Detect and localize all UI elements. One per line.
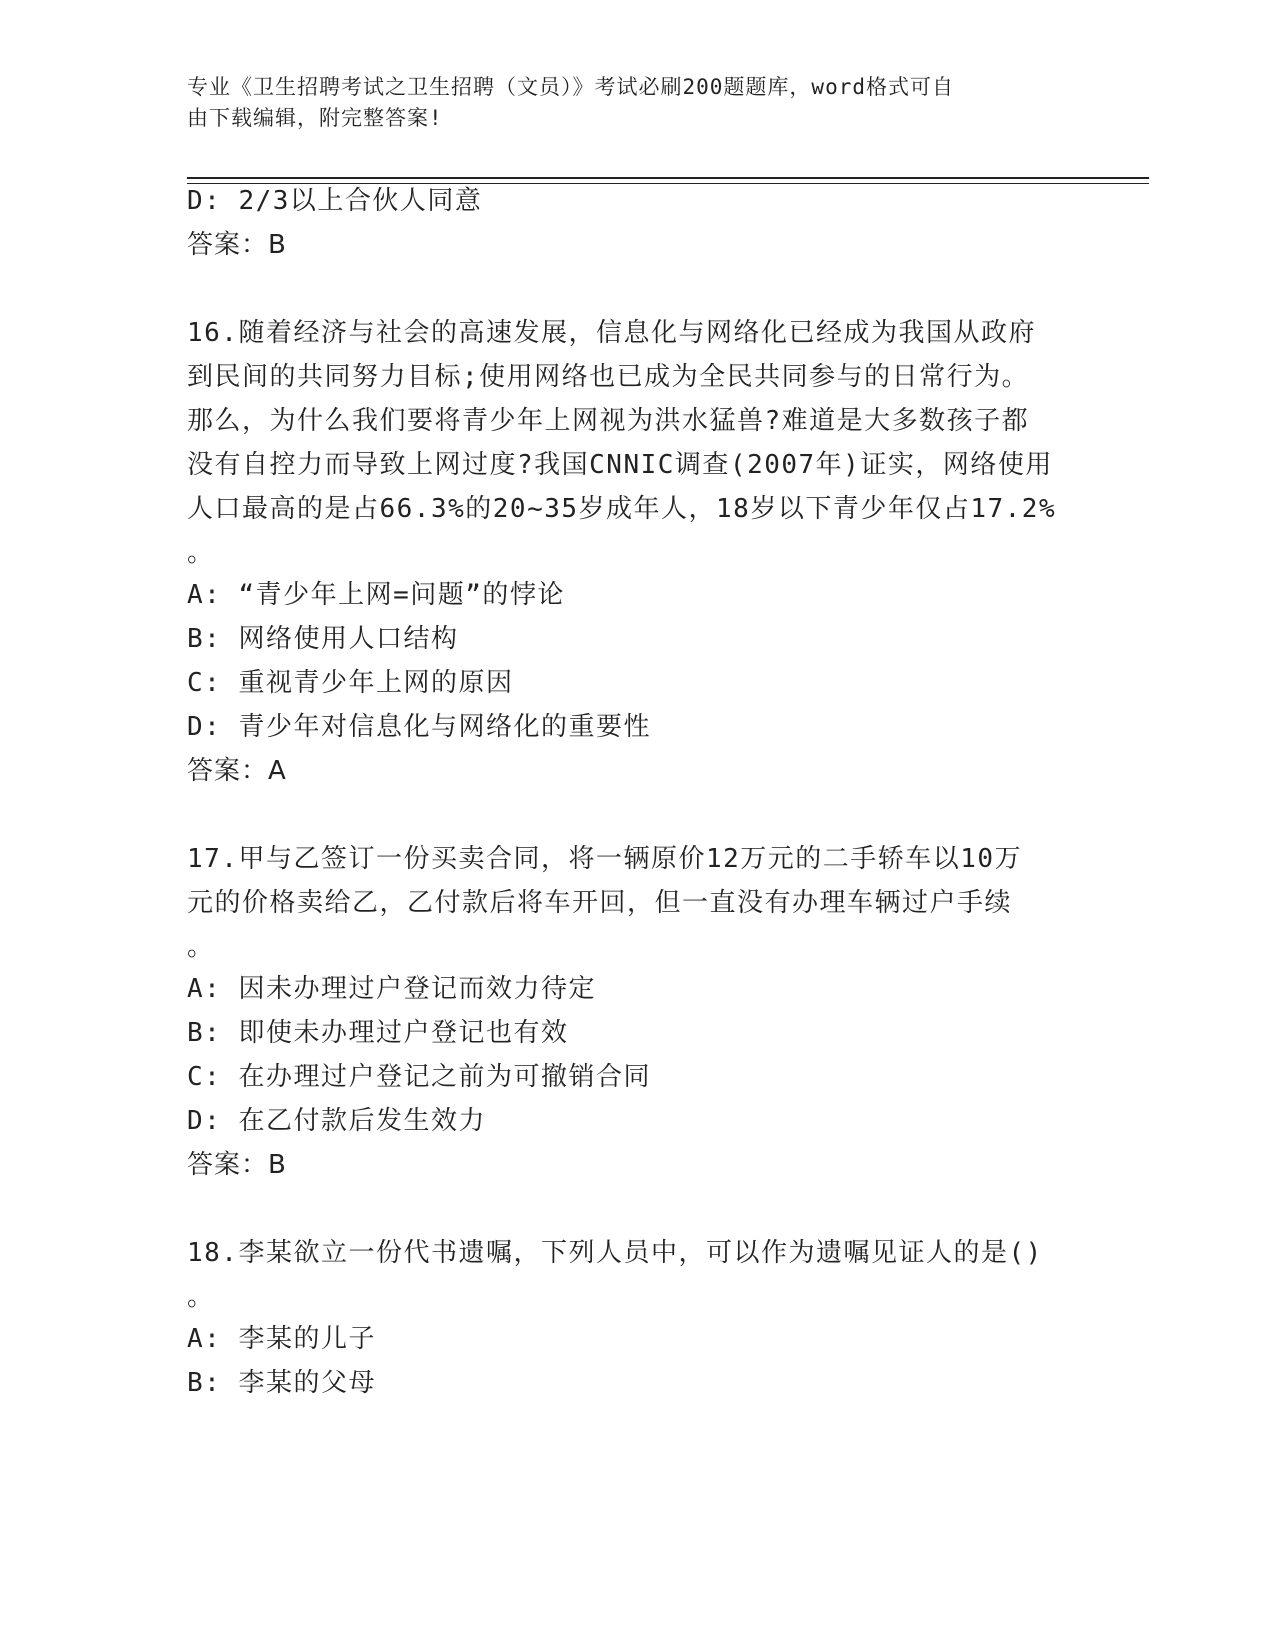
question-16-stem-line: 。: [187, 538, 215, 568]
question-18-stem-line: 。: [187, 1282, 215, 1312]
question-17-stem-line: 。: [187, 932, 215, 962]
question-16-option-b: B: 网络使用人口结构: [187, 624, 459, 654]
question-16-stem-line: 人口最高的是占66.3%的20~35岁成年人，18岁以下青少年仅占17.2%: [187, 494, 1057, 524]
question-16-answer: 答案：A: [187, 756, 287, 786]
option-d: D: 2/3以上合伙人同意: [187, 186, 483, 216]
question-17-option-b: B: 即使未办理过户登记也有效: [187, 1018, 569, 1048]
header-divider-thick: [187, 177, 1149, 179]
question-17-answer: 答案：B: [187, 1150, 287, 1180]
question-18-option-a: A: 李某的儿子: [187, 1324, 376, 1354]
question-16-stem-line: 那么，为什么我们要将青少年上网视为洪水猛兽?难道是大多数孩子都: [187, 406, 1030, 436]
question-16-stem-line: 没有自控力而导致上网过度?我国CNNIC调查(2007年)证实，网络使用: [187, 450, 1053, 480]
question-16-stem-line: 到民间的共同努力目标;使用网络也已成为全民共同参与的日常行为。: [187, 362, 1030, 392]
question-17-option-d: D: 在乙付款后发生效力: [187, 1106, 486, 1136]
question-16-option-c: C: 重视青少年上网的原因: [187, 668, 514, 698]
question-17-stem-line: 17.甲与乙签订一份买卖合同，将一辆原价12万元的二手轿车以10万: [187, 844, 1023, 874]
question-16-option-a: A: “青少年上网=问题”的悖论: [187, 580, 565, 610]
question-18-option-b: B: 李某的父母: [187, 1368, 376, 1398]
question-16-option-d: D: 青少年对信息化与网络化的重要性: [187, 712, 651, 742]
answer-line: 答案：B: [187, 230, 287, 260]
header-line-1: 专业《卫生招聘考试之卫生招聘（文员）》考试必刷200题题库，word格式可自: [187, 75, 954, 99]
question-17-option-a: A: 因未办理过户登记而效力待定: [187, 974, 596, 1004]
question-17-option-c: C: 在办理过户登记之前为可撤销合同: [187, 1062, 651, 1092]
question-18-stem-line: 18.李某欲立一份代书遗嘱，下列人员中，可以作为遗嘱见证人的是(): [187, 1238, 1043, 1268]
question-17-stem-line: 元的价格卖给乙，乙付款后将车开回，但一直没有办理车辆过户手续: [187, 888, 1013, 918]
question-16-stem-line: 16.随着经济与社会的高速发展，信息化与网络化已经成为我国从政府: [187, 318, 1036, 348]
document-header: [187, 72, 1087, 134]
header-line-2: 由下载编辑，附完整答案!: [187, 106, 443, 130]
